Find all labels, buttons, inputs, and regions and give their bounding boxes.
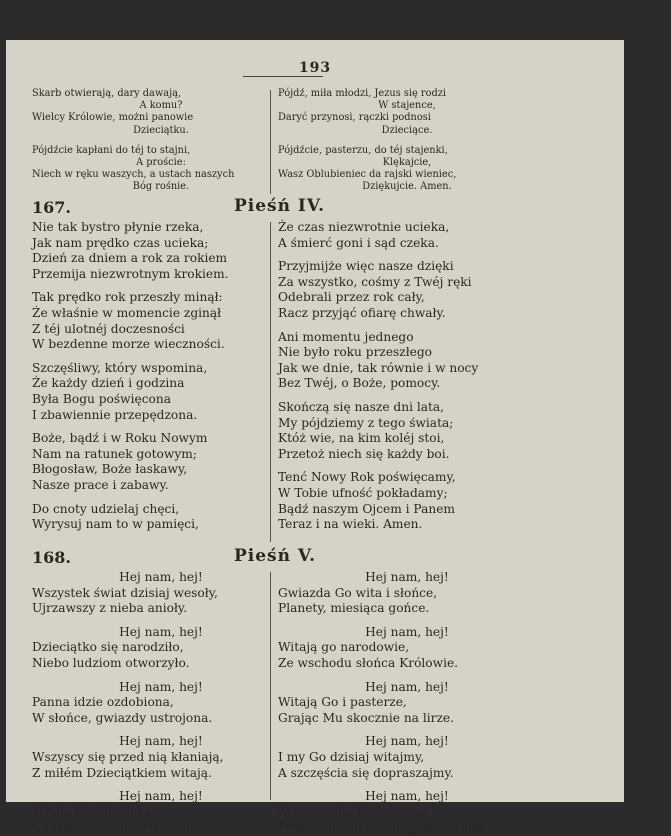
verse-line: Hej nam, hej! [365, 679, 449, 694]
stanza-gap [32, 423, 290, 431]
verse-line: A komu? [139, 100, 183, 112]
verse-line: Witają Go i bydlęta, [32, 804, 154, 819]
verse-line: Niebo ludziom otworzyło. [32, 655, 190, 670]
book-page [6, 40, 624, 835]
verse-line: Daryć przynosi, rączki podnosi [278, 112, 431, 124]
verse-line: Przyjmijże więc nasze dzięki [278, 259, 454, 274]
verse-line: Ze wschodu słońca Królowie. [278, 655, 459, 670]
stanza-gap [278, 672, 536, 680]
song-4-number: 167. [32, 198, 71, 217]
page-number-rule [243, 76, 323, 77]
stanza-gap [32, 617, 290, 625]
verse-line: Była Bogu poświęcona [32, 391, 171, 406]
verse-line: Tak prędko rok przeszły minął: [32, 290, 223, 305]
stanza-gap [32, 726, 290, 734]
verse-line: Hej nam, hej! [365, 570, 449, 584]
verse-line: Tenć Nowy Rok poświęcamy, [278, 470, 456, 485]
verse-line: Dzieciące. [381, 124, 433, 136]
verse-line: Gwiazda Go wita i słońce, [278, 585, 438, 600]
verse-line: Wszystek świat dzisiaj wesoły, [32, 585, 218, 600]
stanza-gap [32, 672, 290, 680]
verse-line: Panna idzie ozdobiona, [32, 695, 174, 710]
verse-line: Hej nam, hej! [365, 734, 449, 749]
verse-line: Teraz i na wieki. Amen. [278, 517, 423, 532]
stanza-gap [32, 282, 290, 290]
verse-line: Bez Twéj, o Boże, pomocy. [278, 376, 441, 391]
stanza-gap [32, 353, 290, 361]
verse-line: Hej nam, hej! [119, 679, 203, 694]
verse-line: Pójdź, miła młodzi, Jezus się rodzi [278, 88, 447, 99]
verse-line: Witają Go i pasterze, [278, 695, 407, 710]
verse-line: Przemija niezwrotnym krokiem. [32, 266, 229, 281]
verse-line: A szczęścia się dopraszajmy. [278, 765, 454, 780]
stanza-gap [278, 462, 536, 470]
song-5-right-verses [278, 570, 536, 836]
stanza-gap [278, 781, 536, 789]
verse-line: Dzieciątku. [133, 124, 189, 136]
verse-line: Hej nam, hej! [119, 570, 203, 584]
stanza-gap [32, 781, 290, 789]
verse-line: Dziękujcie. Amen. [362, 181, 452, 193]
verse-line: Odebrali przez rok cały, [278, 290, 425, 305]
stanza-gap [278, 137, 536, 145]
verse-line: Hej nam, hej! [119, 624, 203, 639]
verse-line: Skarb otwierają, dary dawają, [32, 88, 182, 99]
verse-line: Wasz Oblubieniec da rajski wieniec, [278, 169, 457, 181]
verse-line: Pójdźcie, pasterzu, do téj stajenki, [278, 144, 448, 156]
verse-line: Dzień za dniem a rok za rokiem [32, 251, 228, 266]
verse-line: Wielcy Królowie, możni panowie [32, 112, 194, 124]
verse-line: Za wszystko, cośmy z Twéj ręki [278, 274, 472, 289]
verse-line: Chociaż to nieme zwierzęta. [32, 820, 206, 835]
stanza-gap [278, 617, 536, 625]
verse-line: Racz przyjąć ofiarę chwały. [278, 305, 446, 320]
verse-line: Hej nam, hej! [365, 789, 449, 804]
stanza-gap [278, 726, 536, 734]
song-4-title: Pieśń IV. [234, 196, 325, 216]
verse-line: Prośmy jeden dla drugiego. Amen. [278, 820, 491, 835]
stanza-gap [278, 251, 536, 259]
verse-line: Jak nam prędko czas ucieka; [32, 235, 209, 250]
column-divider-top [270, 90, 271, 194]
verse-line: My pójdziemy z tego świata; [278, 415, 454, 430]
verse-line: I my Go dzisiaj witajmy, [278, 749, 425, 764]
verse-line: Do cnoty udzielaj chęci, [32, 501, 180, 516]
verse-line: Witają go narodowie, [278, 640, 410, 655]
song-5-title: Pieśń V. [234, 546, 317, 566]
verse-line: I zbawiennie przepędzona. [32, 407, 198, 422]
verse-line: Że każdy dzień i godzina [32, 376, 185, 391]
column-divider-song-4 [270, 222, 271, 542]
verse-line: Przetoż niech się każdy boi. [278, 446, 450, 461]
verse-line: Wszyscy się przed nią kłaniają, [32, 749, 224, 764]
song-5-number: 168. [32, 548, 71, 567]
verse-line: Życząc roku fortunnego, [278, 804, 430, 819]
verse-line: W słońce, gwiazdy ustrojona. [32, 710, 213, 725]
page-number: 193 [298, 60, 332, 76]
verse-line: Bądź naszym Ojcem i Panem [278, 501, 455, 516]
verse-line: Bóg rośnie. [132, 181, 190, 193]
verse-line: Nam na ratunek gotowym; [32, 446, 197, 461]
song-4-left-verses [32, 220, 290, 533]
verse-line: Niech w ręku waszych, a ustach naszych [32, 169, 235, 181]
verse-line: Hej nam, hej! [365, 624, 449, 639]
verse-line: Skończą się nasze dni lata, [278, 399, 445, 414]
verse-line: Z miłém Dzieciątkiem witają. [32, 765, 212, 780]
verse-line: Hej nam, hej! [119, 734, 203, 749]
verse-line: Któż wie, na kim koléj stoi, [278, 431, 445, 446]
verse-line: Boże, bądź i w Roku Nowym [32, 431, 208, 446]
stanza-gap [32, 494, 290, 502]
verse-line: Nie tak bystro płynie rzeka, [32, 220, 204, 234]
verse-line: A śmierć goni i sąd czeka. [278, 235, 439, 250]
stanza-gap [278, 392, 536, 400]
verse-line: Grając Mu skocznie na lirze. [278, 710, 454, 725]
verse-line: Klękajcie, [382, 157, 432, 169]
verse-line: W bezdenne morze wieczności. [32, 337, 225, 352]
verse-line: Planety, miesiąca gońce. [278, 601, 430, 616]
verse-line: Że właśnie w momencie zginął [32, 305, 222, 320]
verse-line: Dzieciątko się narodziło, [32, 640, 184, 655]
verse-line: Nasze prace i zabawy. [32, 477, 169, 492]
stanza-gap [278, 322, 536, 330]
verse-line: W stajence, [378, 100, 436, 112]
verse-line: Że czas niezwrotnie ucieka, [278, 220, 450, 234]
column-divider-song-5 [270, 572, 271, 800]
song-4-right-verses [278, 220, 536, 533]
verse-line: Ujrzawszy z nieba anioły. [32, 601, 188, 616]
verse-line: Błogosław, Boże łaskawy, [32, 462, 188, 477]
verse-line: A proście: [136, 157, 186, 169]
verse-line: Szczęśliwy, który wspomina, [32, 360, 208, 375]
top-right-verses [278, 88, 536, 194]
verse-line: W Tobie ufność pokładamy; [278, 485, 448, 500]
verse-line: Z téj ulotnéj doczesności [32, 321, 185, 336]
top-left-verses [32, 88, 290, 194]
verse-line: Hej nam, hej! [119, 789, 203, 804]
song-5-left-verses [32, 570, 290, 836]
verse-line: Jak we dnie, tak równie i w nocy [278, 360, 479, 375]
verse-line: Wyrysuj nam to w pamięci, [32, 517, 199, 532]
verse-line: Ani momentu jednego [278, 329, 414, 344]
stanza-gap [32, 137, 290, 145]
verse-line: Pójdźcie kapłani do téj to stajni, [32, 144, 191, 156]
verse-line: Nie było roku przeszłego [278, 345, 433, 360]
